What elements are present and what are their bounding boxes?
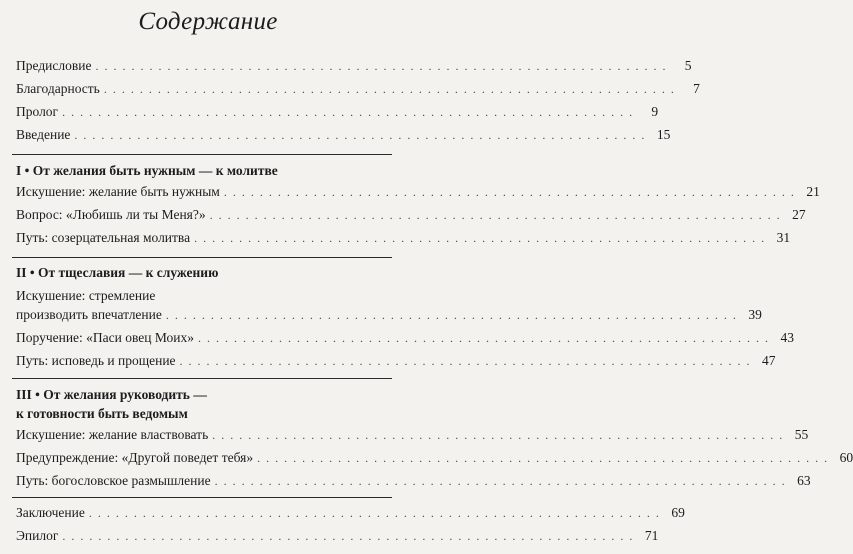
entry-page: 43: [780, 330, 795, 345]
entry-title: Искушение: желание властвовать: [16, 427, 209, 442]
entry-page: 63: [797, 473, 811, 488]
entry-page: 9: [651, 104, 659, 119]
part-heading: I • От желания быть нужным — к молитве: [16, 163, 278, 178]
part-heading-line2: к готовности быть ведомым: [16, 406, 188, 421]
entry-page: 69: [671, 505, 685, 520]
toc-entry: [16, 58, 692, 78]
toc-entry: [16, 427, 809, 447]
entry-title: Введение: [16, 127, 71, 142]
entry-page: 5: [684, 58, 692, 73]
entry-title: Вопрос: «Любишь ли ты Меня?»: [16, 207, 206, 222]
dot-leader: ................................................................: [198, 331, 775, 345]
toc-entry: [16, 127, 671, 147]
entry-title: Эпилог: [16, 528, 59, 543]
entry-page: 60: [839, 450, 853, 465]
entry-page: 15: [656, 127, 671, 142]
dot-leader: ................................................................: [62, 529, 639, 543]
entry-title: Путь: созерцательная молитва: [16, 230, 191, 245]
entry-title: Предупреждение: «Другой поведет тебя»: [16, 450, 254, 465]
dot-leader: ................................................................: [257, 451, 834, 465]
dot-leader: ................................................................: [209, 208, 786, 222]
page-title: Содержание: [138, 8, 278, 35]
entry-page: 21: [806, 184, 820, 199]
entry-title: Заключение: [16, 505, 85, 520]
toc-entry: [16, 307, 762, 327]
entry-page: 55: [794, 427, 809, 442]
entry-page: 31: [776, 230, 791, 245]
entry-title: Пролог: [16, 104, 59, 119]
entry-page: 47: [762, 353, 776, 368]
toc-entry: [16, 104, 659, 124]
entry-page: 71: [644, 528, 659, 543]
part-heading-line1: III • От желания руководить —: [16, 387, 207, 402]
entry-title-line1: Искушение: стремление: [16, 288, 156, 303]
section-divider: [12, 257, 392, 258]
dot-leader: ................................................................: [74, 128, 651, 142]
entry-page: 7: [693, 81, 700, 96]
entry-title: Благодарность: [16, 81, 100, 96]
toc-entry: [16, 207, 806, 227]
section-divider: [12, 154, 392, 155]
entry-title: производить впечатление: [16, 307, 162, 322]
toc-entry: [16, 505, 685, 525]
part-heading: II • От тщеславия — к служению: [16, 265, 219, 280]
dot-leader: ................................................................: [179, 354, 756, 368]
entry-title: Искушение: желание быть нужным: [16, 184, 220, 199]
entry-page: 27: [792, 207, 806, 222]
dot-leader: ................................................................: [165, 308, 742, 322]
dot-leader: ................................................................: [194, 231, 771, 245]
dot-leader: ................................................................: [103, 82, 680, 96]
dot-leader: ................................................................: [223, 185, 800, 199]
toc-entry: [16, 473, 811, 493]
dot-leader: ................................................................: [95, 59, 672, 73]
toc-entry: [16, 81, 700, 101]
entry-title: Путь: богословское размышление: [16, 473, 211, 488]
toc-entry: [16, 528, 659, 548]
dot-leader: ................................................................: [214, 474, 791, 488]
entry-title: Поручение: «Паси овец Моих»: [16, 330, 195, 345]
entry-title: Путь: исповедь и прощение: [16, 353, 176, 368]
toc-entry: [16, 450, 853, 470]
section-divider: [12, 497, 392, 498]
toc-entry: [16, 353, 776, 373]
section-divider: [12, 378, 392, 379]
dot-leader: ................................................................: [62, 105, 639, 119]
entry-title: Предисловие: [16, 58, 92, 73]
entry-page: 39: [748, 307, 762, 322]
dot-leader: ................................................................: [212, 428, 789, 442]
toc-entry: [16, 184, 820, 204]
toc-entry: [16, 330, 795, 350]
toc-entry: [16, 230, 791, 250]
dot-leader: ................................................................: [88, 506, 665, 520]
